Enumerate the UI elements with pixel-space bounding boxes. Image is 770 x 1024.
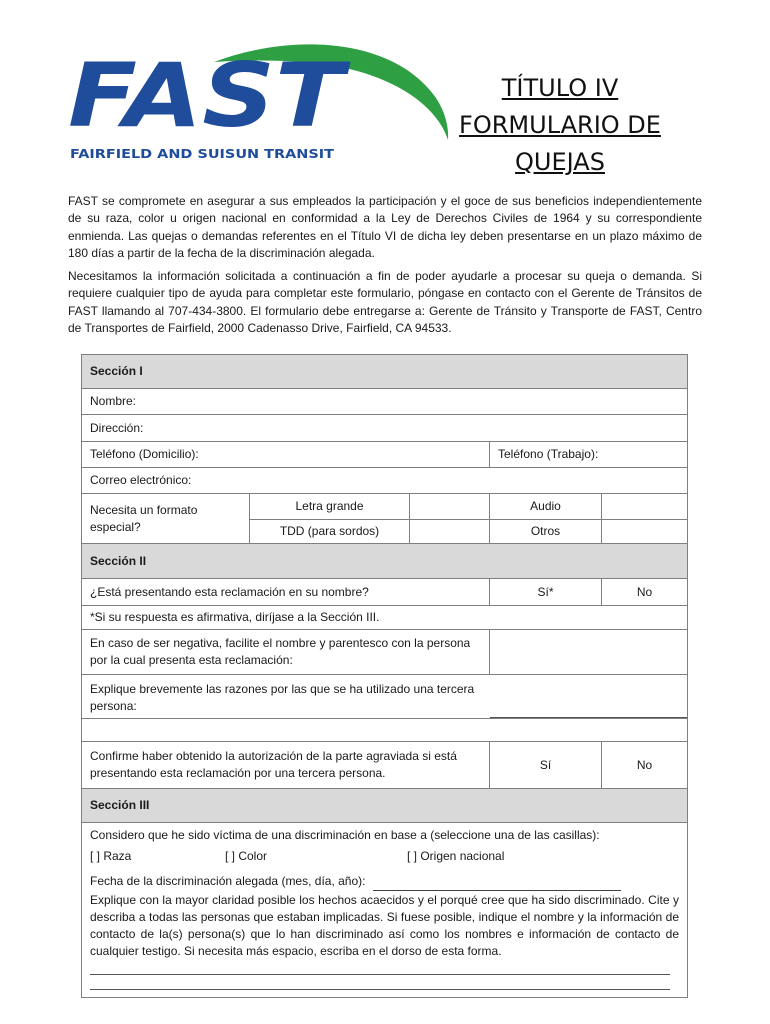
date-row [90, 873, 679, 891]
format-row-1 [82, 494, 688, 520]
third-party-extra-space[interactable] [82, 719, 688, 742]
own-behalf-no[interactable]: No [602, 579, 688, 606]
basis-option-national-origin[interactable]: [ ] Origen nacional [407, 849, 505, 863]
title-line-2: FORMULARIO DE [459, 111, 661, 139]
if-no-question: En caso de ser negativa, facilite el nombre y parentesco con la persona por la cual presenta esta reclamación: [82, 630, 490, 675]
section-2-heading: Sección II [82, 544, 688, 579]
section-3-heading: Sección III [82, 789, 688, 823]
if-yes-note-row [82, 606, 688, 630]
name-field[interactable]: Nombre: [82, 389, 688, 415]
basis-options [90, 848, 679, 865]
own-behalf-row [82, 579, 688, 606]
section-3-body [82, 823, 688, 998]
complaint-form-table [81, 354, 688, 998]
explain-line-1[interactable] [90, 960, 670, 975]
fast-logo [64, 40, 454, 172]
intro-paragraph-2: Necesitamos la información solicitada a continuación a fin de poder ayudarle a procesar su queja o demanda. Si requiere cualquier tipo de ayuda para completar este formulario, póngase en contacto con el Gerente de Tránsitos de FAST llamando al 707-434-3800. El formulario debe entregarse a: Gerente de Tránsito y Transporte de FAST, Centro de Transportes de Fairfield, 2000 Cadenasso Drive, Fairfield, CA 94533. [68, 269, 702, 335]
third-party-spacer-row [82, 719, 688, 742]
phone-row [82, 442, 688, 468]
phone-home-field[interactable]: Teléfono (Domicilio): [82, 442, 490, 468]
if-no-answer-field[interactable] [490, 630, 688, 675]
basis-option-color[interactable]: [ ] Color [225, 849, 268, 863]
date-label: Fecha de la discriminación alegada (mes, día, año): [90, 874, 366, 888]
title-line-3: QUEJAS [515, 148, 605, 176]
third-party-reason-row [82, 675, 688, 719]
format-option-large-print: Letra grande [250, 494, 410, 520]
format-option-tdd: TDD (para sordos) [250, 520, 410, 544]
address-field[interactable]: Dirección: [82, 415, 688, 442]
email-row [82, 468, 688, 494]
authorization-row [82, 742, 688, 789]
document-title [440, 70, 680, 181]
section-2-header-row [82, 544, 688, 579]
title-line-1: TÍTULO IV [501, 74, 619, 102]
phone-work-field[interactable]: Teléfono (Trabajo): [490, 442, 688, 468]
basis-option-race[interactable]: [ ] Raza [90, 849, 132, 863]
name-row [82, 389, 688, 415]
format-option-other: Otros [490, 520, 602, 544]
section-3-body-row [82, 823, 688, 998]
section-3-header-row [82, 789, 688, 823]
third-party-reason-question: Explique brevemente las razones por las que se ha utilizado una tercera persona: [82, 675, 490, 719]
authorization-question: Confirme haber obtenido la autorización de la parte agraviada si está presentando esta reclamación por una tercera persona. [82, 742, 490, 789]
own-behalf-question: ¿Está presentando esta reclamación en su nombre? [82, 579, 490, 606]
section-1-heading: Sección I [82, 355, 688, 389]
third-party-reason-line-cell[interactable] [490, 675, 688, 719]
if-no-row [82, 630, 688, 675]
explain-instructions: Explique con la mayor claridad posible los hechos acaecidos y el porqué cree que ha sido discriminado. Cite y describa a todas las personas que estaban implicadas. Si fuese posible, indique el nombre y la información de contacto de la(s) persona(s) que lo han discriminado así como los nombres e información de contacto de cualquier testigo. Si necesita más espacio, escriba en el dorso de esta forma. [90, 893, 680, 958]
logo-wordmark: FAST [68, 44, 351, 147]
format-large-print-box[interactable] [410, 494, 490, 520]
address-row [82, 415, 688, 442]
email-field[interactable]: Correo electrónico: [82, 468, 688, 494]
date-field[interactable] [373, 873, 621, 891]
format-tdd-box[interactable] [410, 520, 490, 544]
format-audio-box[interactable] [602, 494, 688, 520]
own-behalf-yes[interactable]: Sí* [490, 579, 602, 606]
authorization-yes[interactable]: Sí [490, 742, 602, 789]
explain-line-2[interactable] [90, 975, 670, 990]
section-1-header-row [82, 355, 688, 389]
format-option-audio: Audio [490, 494, 602, 520]
intro-paragraph-1: FAST se compromete en asegurar a sus empleados la participación y el goce de sus beneficios independientemente de su raza, color u origen nacional en conformidad a la Ley de Derechos Civiles de 1964 y su correspondiente enmienda. Las quejas o demandas referentes en el Título VI de dicha ley deben presentarse en un plazo máximo de 180 días a partir de la fecha de la discriminación alegada. [68, 194, 702, 260]
logo-subtitle: FAIRFIELD AND SUISUN TRANSIT [70, 146, 335, 161]
basis-question: Considero que he sido víctima de una discriminación en base a (seleccione una de las casillas): [90, 828, 600, 842]
special-format-label: Necesita un formato especial? [82, 494, 250, 544]
authorization-no[interactable]: No [602, 742, 688, 789]
if-yes-note: *Si su respuesta es afirmativa, diríjase a la Sección III. [82, 606, 688, 630]
fast-logo-graphic [64, 40, 454, 172]
format-other-box[interactable] [602, 520, 688, 544]
